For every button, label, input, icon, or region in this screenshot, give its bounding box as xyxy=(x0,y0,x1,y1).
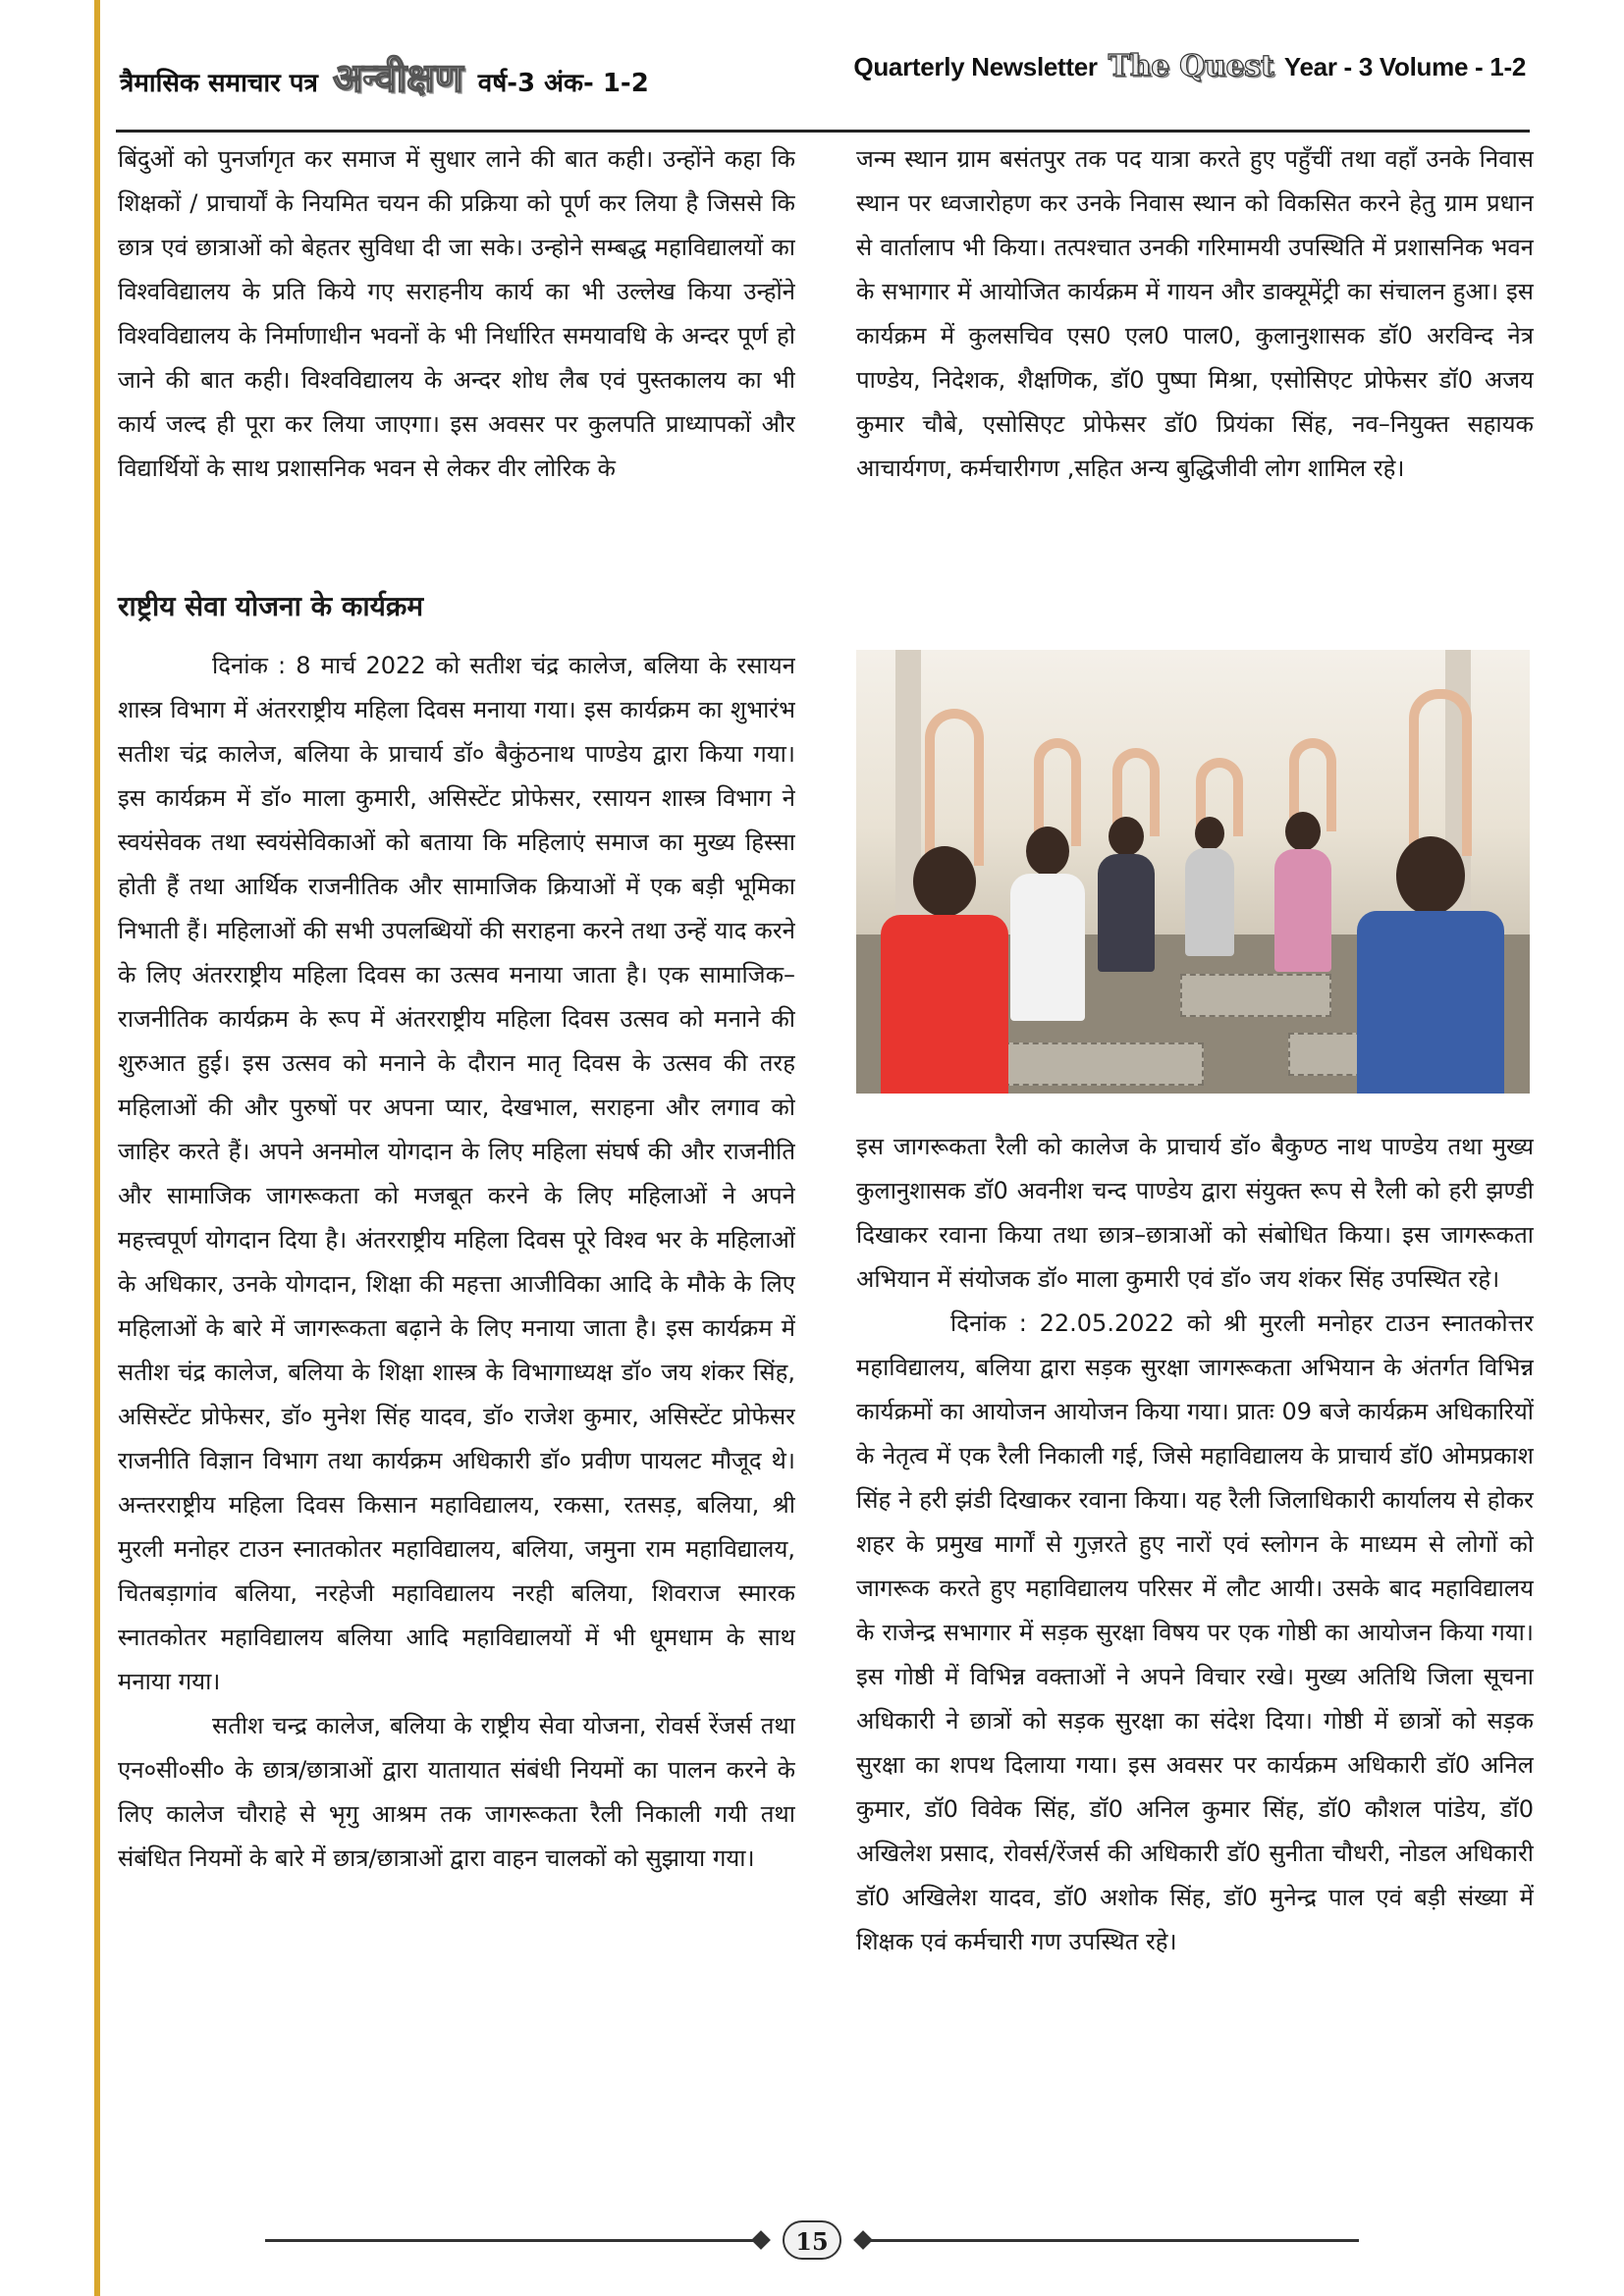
header-hindi-logo: अन्वीक्षण xyxy=(332,55,463,101)
header-hindi-prefix: त्रैमासिक समाचार पत्र xyxy=(120,69,318,98)
paragraph: दिनांक : 8 मार्च 2022 को सतीश चंद्र कालेज, बलिया के रसायन शास्त्र विभाग में अंतरराष्ट्रीय महिला दिवस मनाया गया। इस कार्यक्रम का शुभारंभ सतीश चंद्र कालेज, बलिया के प्राचार्य डॉ० बैकुंठनाथ पाण्डेय द्वारा किया गया। इस कार्यक्रम में डॉ० माला कुमारी, असिस्टेंट प्रोफेसर, रसायन शास्त्र विभाग ने स्वयंसेवक तथा स्वयंसेविकाओं को बताया कि महिलाएं समाज का मुख्य हिस्सा होती हैं तथा आर्थिक राजनीतिक और सामाजिक क्रियाओं में एक बड़ी भूमिका निभाती हैं। महिलाओं की सभी उपलब्धियों की सराहना करने तथा उन्हें याद करने के लिए अंतरराष्ट्रीय महिला दिवस का उत्सव मनाया जाता है। एक सामाजिक–राजनीतिक कार्यक्रम के रूप में अंतरराष्ट्रीय महिला दिवस उत्सव को मनाने की शुरुआत हुई। इस उत्सव को मनाने के दौरान मातृ दिवस के उत्सव की तरह महिलाओं की और पुरुषों पर अपना प्यार, देखभाल, सराहना और लगाव को जाहिर करते हैं। अपने अनमोल योगदान के लिए महिला संघर्ष की और राजनीति और सामाजिक जागरूकता को मजबूत करने के लिए महिलाओं ने अपने महत्त्वपूर्ण योगदान दिया है। अंतरराष्ट्रीय महिला दिवस पूरे विश्व भर के महिलाओं के अधिकार, उनके योगदान, शिक्षा की महत्ता आजीविका आदि के मौके के लिए महिलाओं के बारे में जागरूकता बढ़ाने के लिए मनाया जाता है। इस कार्यक्रम में सतीश चंद्र कालेज, बलिया के शिक्षा शास्त्र के विभागाध्यक्ष डॉ० जय शंकर सिंह, असिस्टेंट प्रोफेसर, डॉ० मुनेश सिंह यादव, डॉ० राजेश कुमार, असिस्टेंट प्रोफेसर राजनीति विज्ञान विभाग तथा कार्यक्रम अधिकारी डॉ० प्रवीण पायलट मौजूद थे। अन्तरराष्ट्रीय महिला दिवस किसान महाविद्यालय, रकसा, रतसड़, बलिया, श्री मुरली मनोहर टाउन स्नातकोतर महाविद्यालय, बलिया, जमुना राम महाविद्यालय, चितबड़ागांव बलिया, नरहेजी महाविद्यालय नरही बलिया, शिवराज स्मारक स्नातकोतर महाविद्यालय बलिया आदि महाविद्यालयों में भी धूमधाम के साथ मनाया गया। xyxy=(118,652,795,1695)
person-figure xyxy=(1180,758,1239,954)
yoga-session-photo xyxy=(856,650,1530,1094)
paragraph: इस जागरूकता रैली को कालेज के प्राचार्य डॉ० बैकुण्ठ नाथ पाण्डेय तथा मुख्य कुलानुशासक डॉ0 अवनीश चन्द पाण्डेय द्वारा संयुक्त रूप से रैली को हरी झण्डी दिखाकर रवाना किया तथा छात्र–छात्राओं को संबोधित किया। इस जागरूकता अभियान में संयोजक डॉ० माला कुमारी एवं डॉ० जय शंकर सिंह उपस्थित रहे। xyxy=(856,1133,1534,1293)
left-column-main-text xyxy=(118,644,795,2175)
header-english-issue: Year - 3 Volume - 1-2 xyxy=(1283,52,1526,81)
page-header xyxy=(116,35,1530,133)
page-number: 15 xyxy=(783,2220,841,2260)
paragraph: बिंदुओं को पुनर्जागृत कर समाज में सुधार लाने की बात कही। उन्होंने कहा कि शिक्षकों / प्राचार्यों के नियमित चयन की प्रक्रिया को पूर्ण कर लिया है जिससे कि छात्र एवं छात्राओं को बेहतर सुविधा दी जा सके। उन्होने सम्बद्ध महाविद्यालयों का विश्वविद्यालय के प्रति किये गए सराहनीय कार्य का भी उल्लेख किया उन्होंने विश्वविद्यालय के निर्माणाधीन भवनों के भी निर्धारित समयावधि के अन्दर पूर्ण हो जाने की बात कही। विश्वविद्यालय के अन्दर शोध लैब एवं पुस्तकालय का भी कार्य जल्द ही पूरा कर लिया जाएगा। इस अवसर पर कुलपति प्राध्यापकों और विद्यार्थियों के साथ प्रशासनिक भवन से लेकर वीर लोरिक के xyxy=(118,145,795,482)
header-english-logo: The Quest xyxy=(1108,49,1274,83)
page-footer xyxy=(265,2220,1359,2260)
yoga-mat xyxy=(1003,1042,1204,1086)
header-hindi-title xyxy=(120,49,649,103)
person-figure xyxy=(1347,689,1514,1092)
header-hindi-issue: वर्ष-3 अंक- 1-2 xyxy=(477,69,649,98)
paragraph: दिनांक : 22.05.2022 को श्री मुरली मनोहर टाउन स्नातकोत्तर महाविद्यालय, बलिया द्वारा सड़क सुरक्षा जागरूकता अभियान के अंतर्गत विभिन्न कार्यक्रमों का आयोजन आयोजन किया गया। प्रातः 09 बजे कार्यक्रम अधिकारियों के नेतृत्व में एक रैली निकाली गई, जिसे महाविद्यालय के प्राचार्य डॉ0 ओमप्रकाश सिंह ने हरी झंडी दिखाकर रवाना किया। यह रैली जिलाधिकारी कार्यालय से होकर शहर के प्रमुख मार्गों से गुज़रते हुए नारों एवं स्लोगन के माध्यम से लोगों को जागरूक करते हुए महाविद्यालय परिसर में लौट आयी। उसके बाद महाविद्यालय के राजेन्द्र सभागार में सड़क सुरक्षा विषय पर एक गोष्ठी का आयोजन किया गया। इस गोष्ठी में विभिन्न वक्ताओं ने अपने विचार रखे। मुख्य अतिथि जिला सूचना अधिकारी ने छात्रों को सड़क सुरक्षा का संदेश दिया। गोष्ठी में छात्रों को सड़क सुरक्षा का शपथ दिलाया गया। इस अवसर पर कार्यक्रम अधिकारी डॉ0 अनिल कुमार, डॉ0 विवेक सिंह, डॉ0 अनिल कुमार सिंह, डॉ0 कौशल पांडेय, डॉ0 अखिलेश प्रसाद, रोवर्स/रेंजर्स की अधिकारी डॉ0 सुनीता चौधरी, नोडल अधिकारी डॉ0 अखिलेश यादव, डॉ0 अशोक सिंह, डॉ0 मुनेन्द्र पाल एवं बड़ी संख्या में शिक्षक एवं कर्मचारी गण उपस्थित रहे। xyxy=(856,1309,1534,1955)
left-column-top-text xyxy=(118,137,795,579)
left-accent-rule xyxy=(94,0,100,2296)
footer-rule-right xyxy=(863,2239,1359,2242)
footer-rule-left xyxy=(265,2239,761,2242)
yoga-mat xyxy=(1180,974,1331,1017)
right-column-bottom-text xyxy=(856,1125,1534,2175)
paragraph: जन्म स्थान ग्राम बसंतपुर तक पद यात्रा करते हुए पहुँचीं तथा वहाँ उनके निवास स्थान पर ध्वजारोहण कर उनके निवास स्थान को विकसित करने हेतु ग्राम प्रधान से वार्तालाप भी किया। तत्पश्चात उनकी गरिमामयी उपस्थिति में प्रशासनिक भवन के सभागार में आयोजित कार्यक्रम में गायन और डाक्यूमेंट्री का संचालन हुआ। इस कार्यक्रम में कुलसचिव एस0 एल0 पाल0, कुलानुशासक डॉ0 अरविन्द नेत्र पाण्डेय, निदेशक, शैक्षणिक, डॉ0 पुष्पा मिश्रा, एसोसिएट प्रोफेसर डॉ0 अजय कुमार चौबे, एसोसिएट प्रोफेसर डॉ0 प्रियंका सिंह, नव–नियुक्त सहायक आचार्यगण, कर्मचारीगण ,सहित अन्य बुद्धिजीवी लोग शामिल रहे। xyxy=(856,145,1534,482)
header-english-prefix: Quarterly Newsletter xyxy=(853,52,1098,81)
person-figure xyxy=(1269,738,1337,974)
paragraph: सतीश चन्द्र कालेज, बलिया के राष्ट्रीय सेवा योजना, रोवर्स रेंजर्स तथा एन०सी०सी० के छात्र/छात्राओं द्वारा यातायात संबंधी नियमों का पालन करने के लिए कालेज चौराहे से भृगु आश्रम तक जागरूकता रैली निकाली गयी तथा संबंधित नियमों के बारे में छात्र/छात्राओं द्वारा वाहन चालकों को सुझाया गया। xyxy=(118,1712,795,1872)
person-figure xyxy=(876,709,1013,1092)
header-english-title xyxy=(853,49,1526,83)
section-heading: राष्ट्रीय सेवा योजना के कार्यक्रम xyxy=(118,590,424,622)
person-figure xyxy=(1003,738,1092,1023)
person-figure xyxy=(1092,748,1161,974)
footer-ornament xyxy=(751,2230,771,2250)
right-column-top-text xyxy=(856,137,1534,579)
